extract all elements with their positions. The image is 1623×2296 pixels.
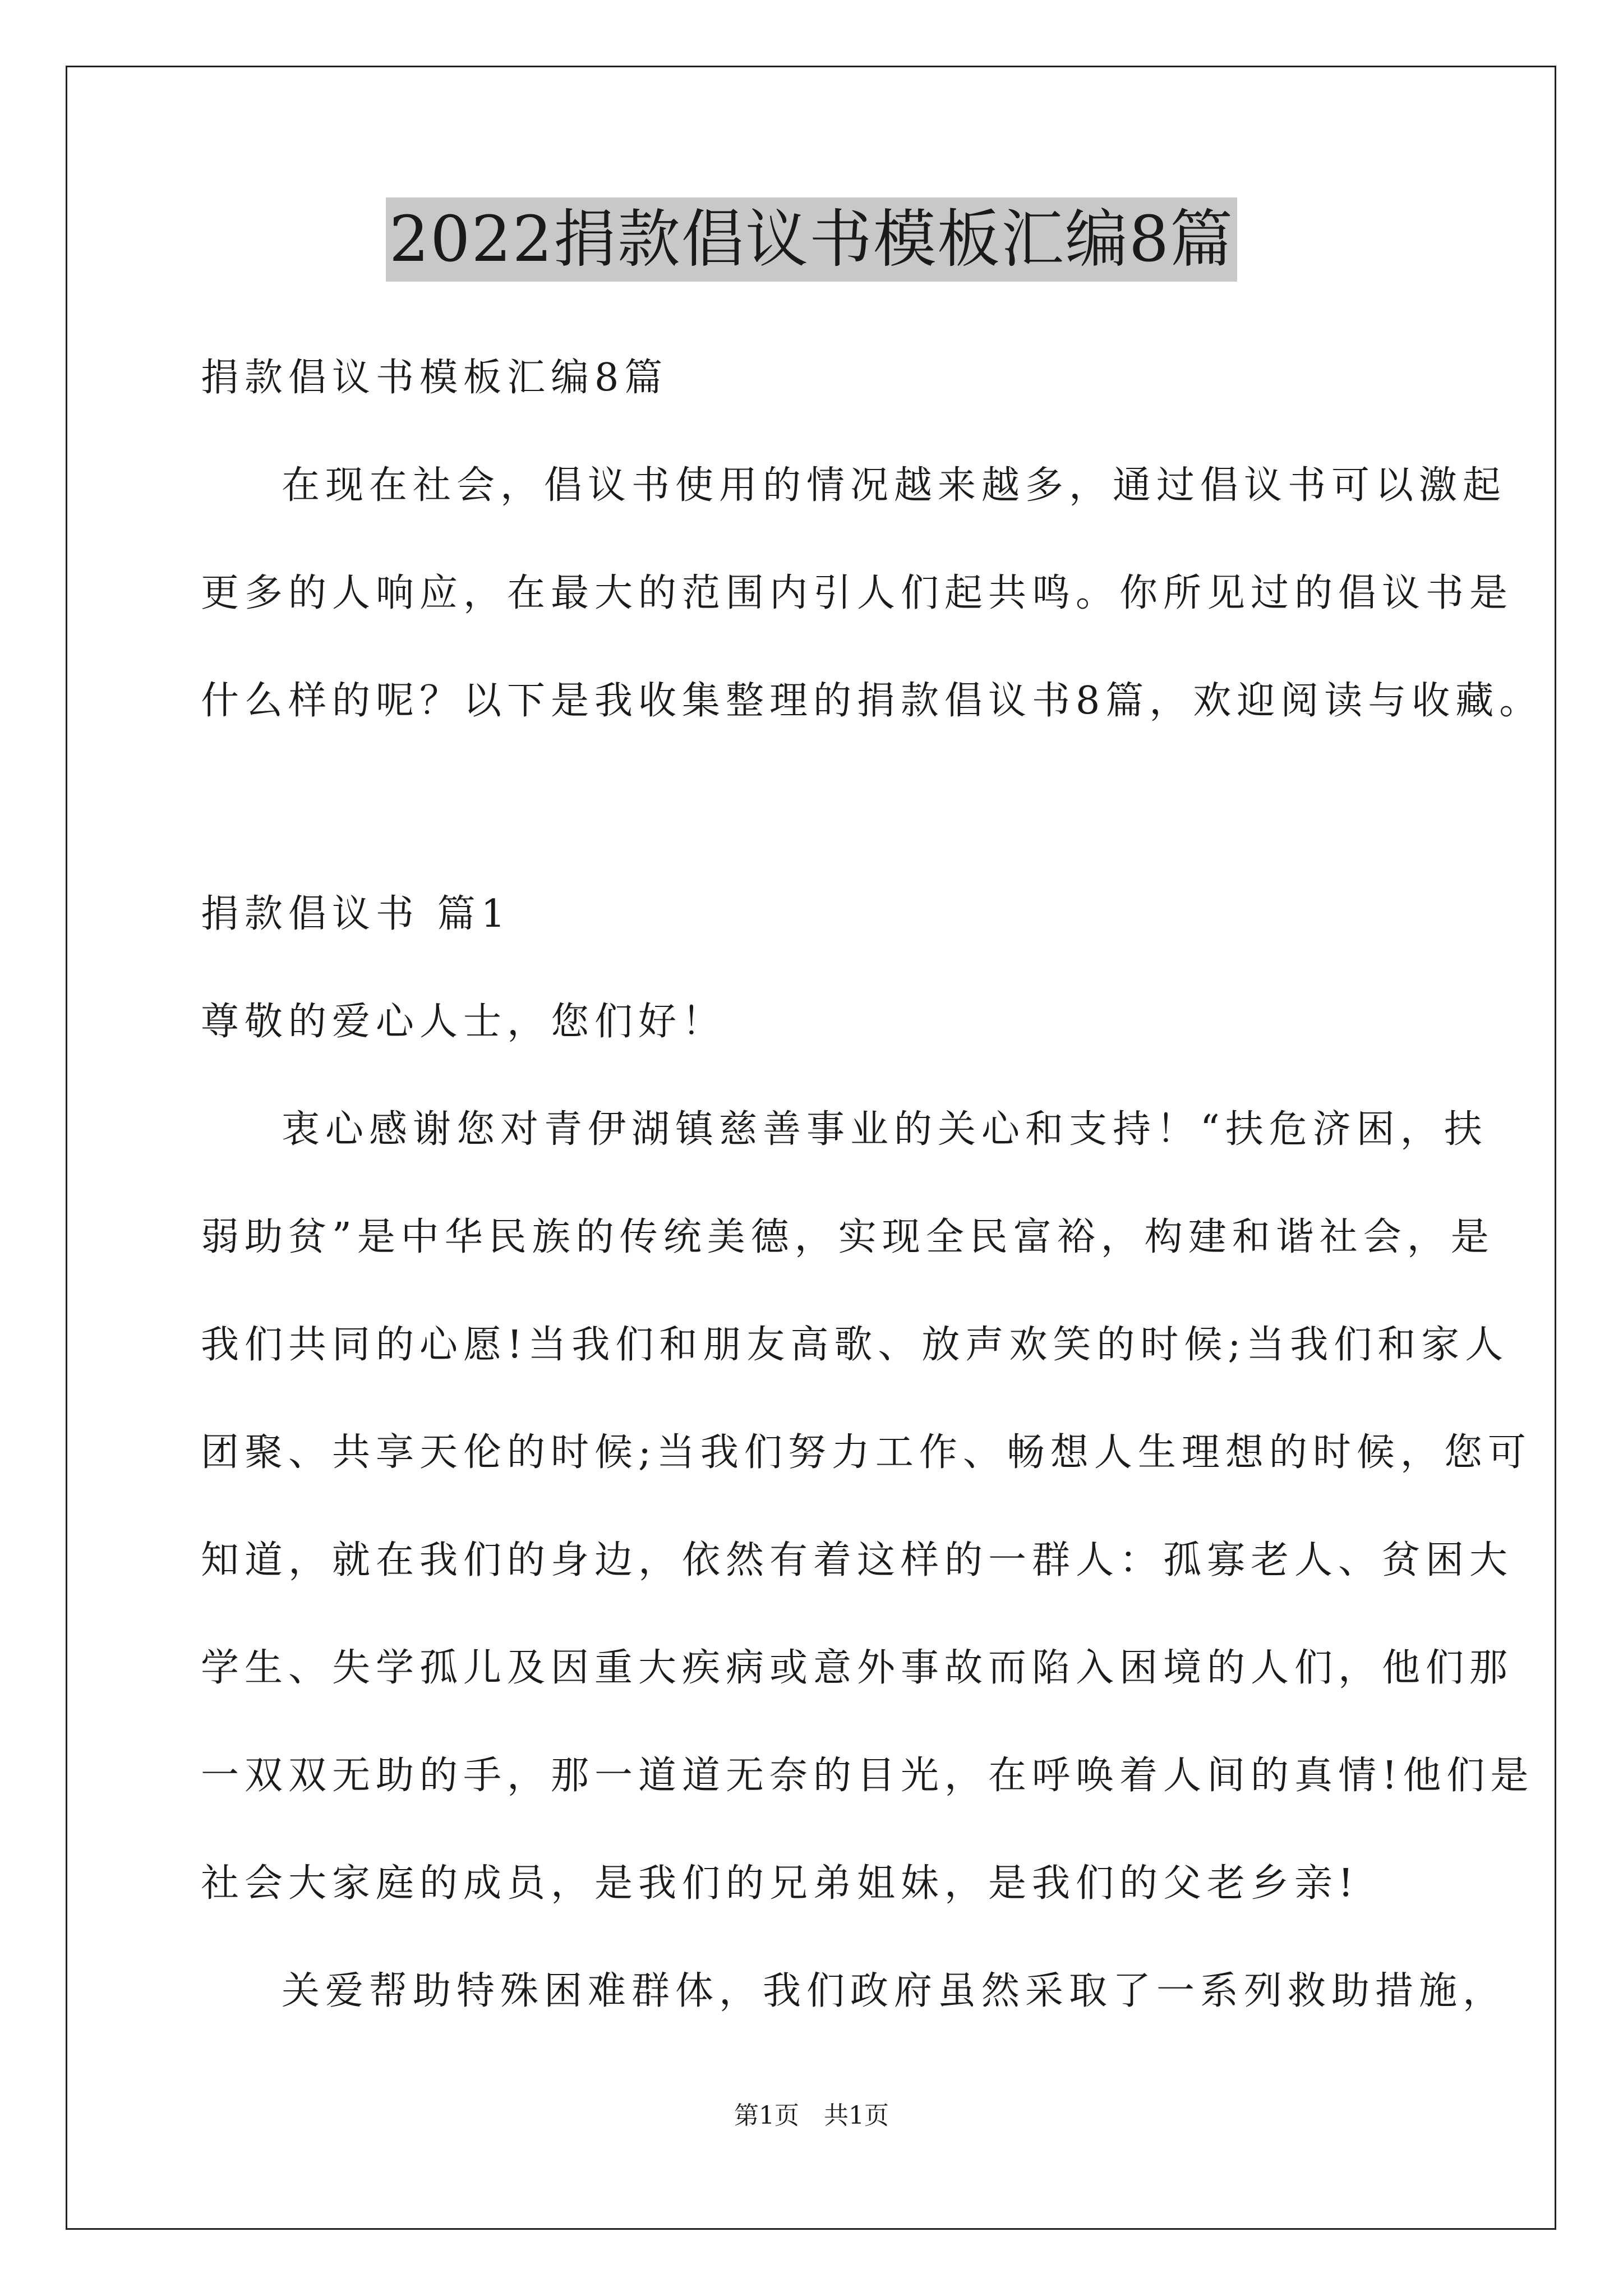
- body-line-7: 一双双无助的手，那一道道无奈的目光，在呼唤着人间的真情!他们是: [201, 1754, 1534, 1798]
- salutation: 尊敬的爱心人士，您们好！: [201, 1000, 726, 1044]
- title-container: [0, 197, 1623, 282]
- intro-line-1: 在现在社会，倡议书使用的情况越来越多，通过倡议书可以激起: [282, 463, 1507, 508]
- intro-line-2: 更多的人响应，在最大的范围内引人们起共鸣。你所见过的倡议书是: [201, 571, 1514, 615]
- body-line-9: 关爱帮助特殊困难群体，我们政府虽然采取了一系列救助措施，: [282, 1969, 1507, 2013]
- body-line-1: 衷心感谢您对青伊湖镇慈善事业的关心和支持！“扶危济困，扶: [282, 1107, 1488, 1152]
- document-subtitle: 捐款倡议书模板汇编8篇: [201, 356, 668, 400]
- body-line-2: 弱助贫”是中华民族的传统美德，实现全民富裕，构建和谐社会，是: [201, 1215, 1495, 1259]
- section-heading: 捐款倡议书 篇1: [201, 892, 511, 936]
- body-line-5: 知道，就在我们的身边，依然有着这样的一群人：孤寡老人、贫困大: [201, 1538, 1514, 1582]
- page-footer: 第1页 共1页: [734, 2101, 889, 2130]
- intro-line-3: 什么样的呢？以下是我收集整理的捐款倡议书8篇，欢迎阅读与收藏。: [201, 679, 1543, 723]
- body-line-3: 我们共同的心愿!当我们和朋友高歌、放声欢笑的时候;当我们和家人: [201, 1323, 1509, 1367]
- body-line-4: 团聚、共享天伦的时候;当我们努力工作、畅想人生理想的时候，您可: [201, 1430, 1532, 1475]
- body-line-8: 社会大家庭的成员，是我们的兄弟姐妹，是我们的父老乡亲!: [201, 1861, 1359, 1906]
- body-line-6: 学生、失学孤儿及因重大疾病或意外事故而陷入困境的人们，他们那: [201, 1646, 1514, 1690]
- document-title: 2022捐款倡议书模板汇编8篇: [386, 197, 1237, 282]
